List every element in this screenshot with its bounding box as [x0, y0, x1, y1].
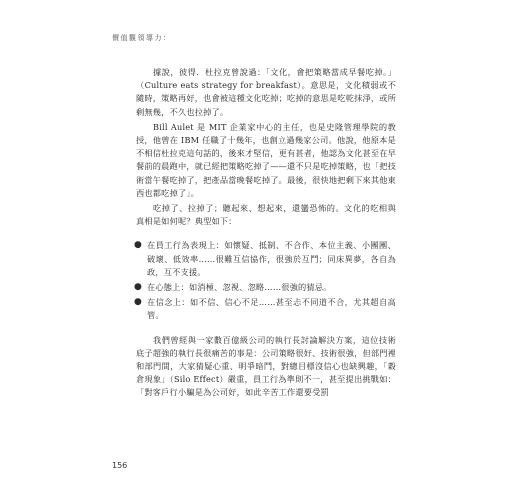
spacer	[136, 230, 396, 239]
bullet-text: 在心態上：如消極、忽視、忽略……很強的猜忌。	[147, 282, 332, 293]
bullet-item	[136, 281, 396, 294]
body-paragraph: 吃掉了、拉掉了；聽起來、想起來，還蠻恐怖的。文化的吃相與真相是如何呢？典型如下：	[136, 203, 396, 227]
bullet-list	[136, 239, 396, 322]
bullet-item	[136, 239, 396, 279]
page-number: 156	[112, 461, 128, 470]
bullet-dot-icon: ●	[134, 240, 143, 251]
bullet-text: 在員工行為表現上：如懷疑、抵制、不合作、本位主義、小團團、破壞、低效率……很難互信協作，很強於互鬥；同床異夢，各自為政，互不支援。	[147, 240, 396, 277]
bullet-dot-icon: ●	[134, 297, 143, 308]
spacer	[136, 325, 396, 334]
bullet-item	[136, 296, 396, 322]
page-body	[136, 66, 396, 402]
body-paragraph: 據說，彼得．杜拉克曾說過：「文化，會把策略當成早餐吃掉。」（Culture eats strategy for breakfast）。意思是，文化積弱或不隨時，策略再好，也會被這種文化吃掉；吃掉的意思是吃乾抹淨，或所剩無幾，不久也拉掉了。	[136, 67, 397, 117]
bullet-dot-icon: ●	[134, 282, 143, 293]
body-paragraph: Bill Aulet 是 MIT 企業家中心的主任，也是史隆管理學院的教授，他曾在 IBM 任職了十幾年，也創立過幾家公司。他說，他原本是不相信杜拉克這句話的，後來才堅信，更有甚者，他認為文化甚至在早餐前的晨跑中，就已經把策略吃掉了——還不只是吃掉策略，也「把技術當午餐吃掉了，把產品當晚餐吃掉了。最後，很快地把剩下來其他東西也都吃掉了」。	[136, 121, 397, 198]
bullet-text: 在信念上：如不信、信心不足……甚至忐不同道不合，尤其超自高管。	[147, 297, 396, 321]
running-header: 價值觀領導力：	[112, 34, 172, 42]
closing-paragraph: 我們曾經與一家數百億級公司的執行長討論解決方案，這位技術底子超強的執行長很痛苦的事是：公司策略很好、技術很強，但部門裡和部門間，大家猜疑心重、明爭暗鬥，對總目標沒信心也缺興趣，「穀倉現象」（Silo Effect）嚴重，員工行為準則不一，甚至提出挑戰如：「對客戶行小騙是為公司好，如此辛苦工作還要受罰	[136, 334, 397, 398]
